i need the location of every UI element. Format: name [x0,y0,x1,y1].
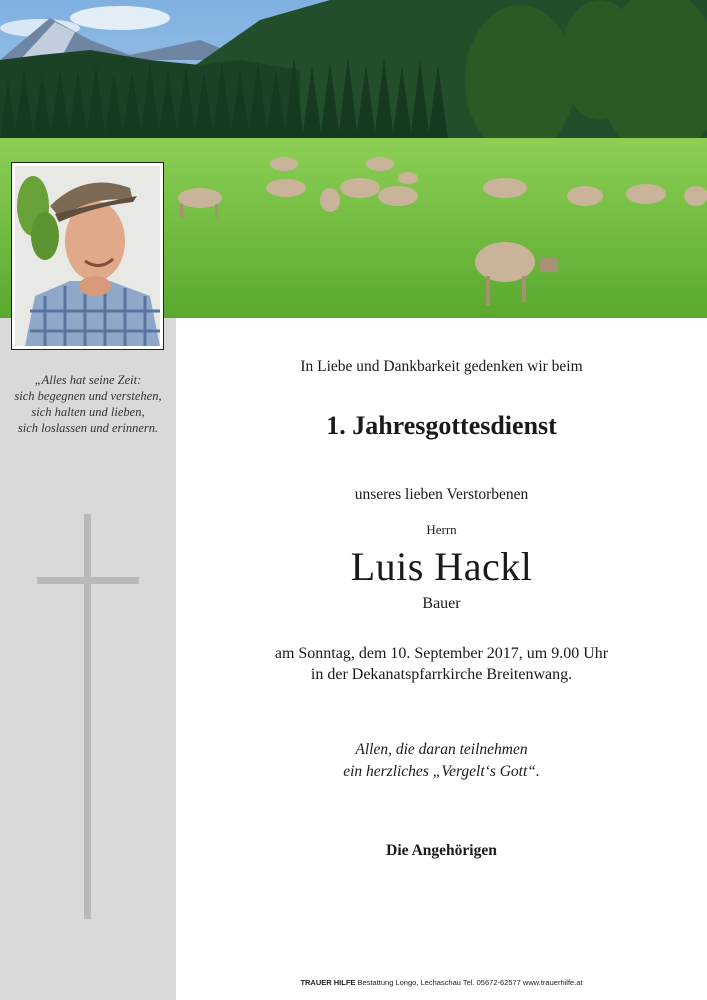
signoff-text: Die Angehörigen [386,842,497,859]
memorial-quote [0,372,176,436]
deceased-name: Luis Hackl [350,544,533,589]
quote-line: sich loslassen und erinnern. [17,421,159,435]
salutation-text: Herrn [426,522,457,537]
intro-text: In Liebe und Dankbarkeit gedenken wir beim [300,358,583,375]
quote-line: sich halten und lieben, [31,405,145,419]
footer [176,978,707,987]
subline-text: unseres lieben Verstorbenen [354,486,529,503]
quote-line: sich begegnen und verstehen, [14,389,162,403]
service-date: am Sonntag, dem 10. September 2017, um 9.00 Uhr [274,645,609,662]
page-title: 1. Jahresgottesdienst [326,411,557,440]
cross-icon [37,514,139,924]
footer-brand: TRAUER HILFE [300,978,356,987]
thanks-line: ein herzliches „Vergelt‘s Gott“. [343,763,540,780]
service-location: in der Dekanatspfarrkirche Breitenwang. [310,666,573,683]
quote-line: „Alles hat seine Zeit: [34,373,142,387]
thanks-line: Allen, die daran teilnehmen [355,741,528,758]
occupation-text: Bauer [422,595,461,612]
portrait-photo [11,162,164,350]
footer-text: Bestattung Longo, Lechaschau Tel. 05672-62577 www.trauerhilfe.at [355,978,583,987]
